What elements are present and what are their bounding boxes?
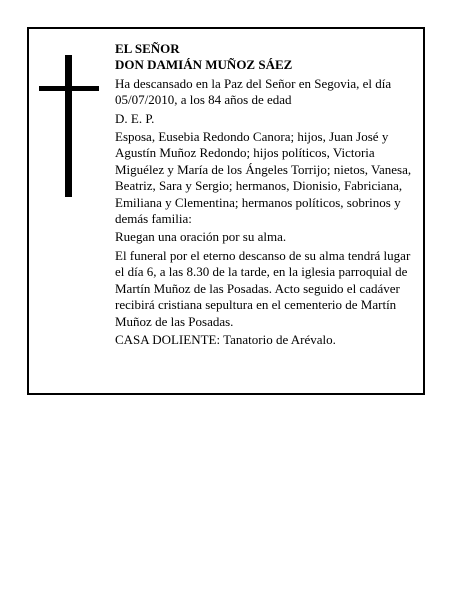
title-line-1: EL SEÑOR <box>115 41 180 56</box>
obituary-notice <box>27 27 425 395</box>
prayer-request: Ruegan una oración por su alma. <box>115 229 287 245</box>
family-list: Esposa, Eusebia Redondo Canora; hijos, Juan José y Agustín Muñoz Redondo; hijos políticos, Victoria Miguélez y María de los Ángeles Torrijo; nietos, Vanesa, Beatriz, Sara y Sergio; hermanos, Dionisio, Fabriciana, Emiliana y Clementina; hermanos políticos, sobrinos y demás familia: <box>115 129 412 227</box>
dep-line: D. E. P. <box>115 110 155 126</box>
mourning-house: CASA DOLIENTE: Tanatorio de Arévalo. <box>115 331 336 347</box>
death-announcement: Ha descansado en la Paz del Señor en Segovia, el día 05/07/2010, a los 84 años de edad <box>115 75 392 108</box>
deceased-name: DON DAMIÁN MUÑOZ SÁEZ <box>115 57 293 73</box>
funeral-details: El funeral por el eterno descanso de su alma tendrá lugar el día 6, a las 8.30 de la tarde, en la iglesia parroquial de Martín Muñoz de las Posadas. Acto seguido el cadáver recibirá cristiana sepultura en el cementerio de Martín Muñoz de las Posadas. <box>115 247 411 329</box>
cross-horizontal-bar <box>39 86 99 91</box>
obituary-text <box>115 41 421 348</box>
cross-vertical-bar <box>65 55 72 197</box>
